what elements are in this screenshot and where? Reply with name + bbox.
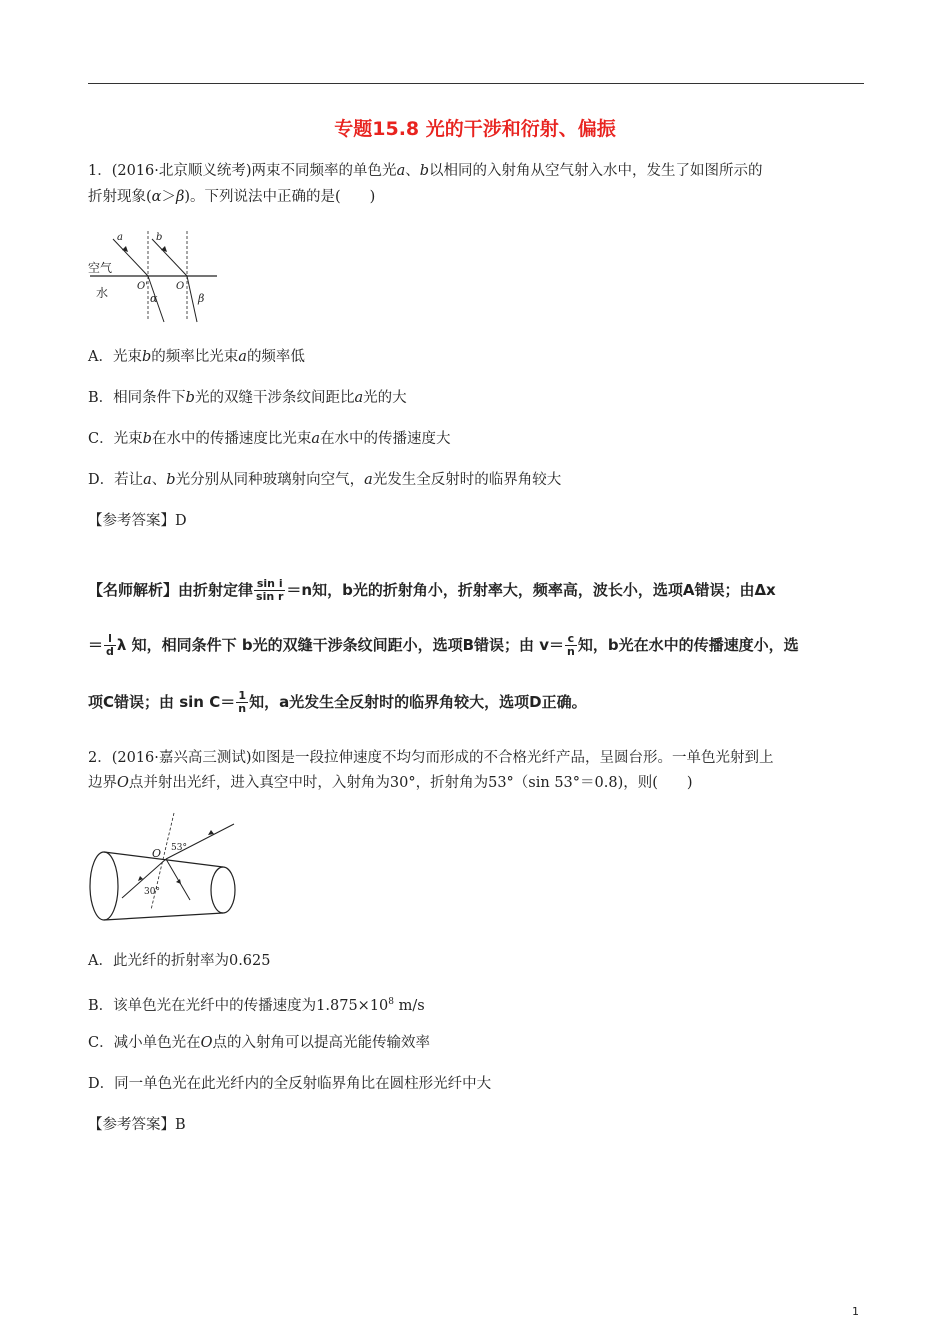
label-ray-b: b	[156, 232, 163, 243]
q1-stem-line1: 1．(2016·北京顺义统考)两束不同频率的单色光a、b以相同的入射角从空气射入水中，发生了如图所示的	[88, 163, 763, 179]
q2-stem-line1: 2．(2016·嘉兴高三测试)如图是一段拉伸速度不均匀而形成的不合格光纤产品，呈圆台形。一单色光射到上	[88, 750, 774, 766]
header-rule	[88, 83, 864, 84]
q1-option-c: C．光束b在水中的传播速度比光束a在水中的传播速度大	[88, 431, 451, 447]
label-water: 水	[96, 286, 109, 300]
fiber-right-end	[211, 867, 235, 913]
q1-analysis-line1: 【名师解析】由折射定律 $\frac{\text{sin i}}{\text{sin r}}$ ＝n知，b光的折射角小，折射率大，频率高，波长小，选项A错误；由Δx	[88, 577, 776, 603]
ray-a-incident	[113, 239, 148, 276]
q1-analysis-line2: ＝ $\frac{l}{d}$ λ 知，相同条件下 b光的双缝干涉条纹间距小，选项B错误；由 v＝ $\frac{c}{n}$ 知，b光在水中的传播速度小，选	[88, 632, 799, 658]
label-air: 空气	[88, 261, 113, 275]
label-point-o2: O	[176, 281, 185, 292]
label-angle-53: 53°	[171, 843, 187, 853]
q1-answer: 【参考答案】D	[88, 513, 187, 529]
page-number: 1	[852, 1305, 859, 1318]
q1-option-a: A．光束b的频率比光束a的频率低	[88, 349, 305, 365]
label-beta: β	[198, 292, 205, 305]
q2-option-c: C．减小单色光在O点的入射角可以提高光能传输效率	[88, 1035, 430, 1051]
q2-option-d: D．同一单色光在此光纤内的全反射临界角比在圆柱形光纤中大	[88, 1076, 492, 1092]
fiber-left-end	[90, 852, 118, 920]
q2-answer: 【参考答案】B	[88, 1117, 186, 1133]
fraction-l-over-d: $\frac{l}{d}$	[106, 632, 114, 658]
q2-option-a: A．此光纤的折射率为0.625	[88, 953, 271, 969]
outgoing-ray	[166, 824, 234, 859]
fraction-c-over-n: $\frac{c}{n}$	[567, 632, 575, 658]
label-point-o: O	[152, 847, 162, 860]
ray-b-incident	[152, 239, 187, 276]
q1-option-d: D．若让a、b光分别从同种玻璃射向空气，a光发生全反射时的临界角较大	[88, 472, 562, 488]
label-ray-a: a	[117, 232, 123, 243]
fiber-top-edge	[104, 852, 223, 867]
q1-refraction-figure	[84, 228, 224, 328]
ray-b-refracted	[187, 276, 197, 322]
label-alpha: α	[150, 292, 158, 305]
fraction-snell: $\frac{\text{sin i}}{\text{sin r}}$	[256, 577, 284, 603]
fraction-1-over-n: $\frac{1}{n}$	[238, 689, 247, 715]
q2-fiber-figure	[86, 810, 246, 925]
page-title: 专题15.8 光的干涉和衍射、偏振	[334, 118, 616, 140]
fiber-bottom-edge	[104, 913, 223, 920]
q2-option-b: B．该单色光在光纤中的传播速度为$1.875\times 10^8$ m/s	[88, 997, 425, 1014]
q2-stem-line2: 边界O点并射出光纤，进入真空中时，入射角为30°，折射角为53°（sin 53°＝0.8)，则( )	[88, 775, 693, 791]
q1-analysis-line3: 项C错误；由 sin C＝ $\frac{1}{n}$ 知，a光发生全反射时的临界角较大，选项D正确。	[88, 689, 587, 715]
reflected-ray	[166, 859, 190, 900]
q1-stem-line2: 折射现象(α＞β)。下列说法中正确的是( )	[88, 189, 376, 205]
label-point-o1: O'	[137, 281, 148, 292]
q1-option-b: B．相同条件下b光的双缝干涉条纹间距比a光的大	[88, 390, 407, 406]
label-angle-30: 30°	[144, 887, 160, 897]
